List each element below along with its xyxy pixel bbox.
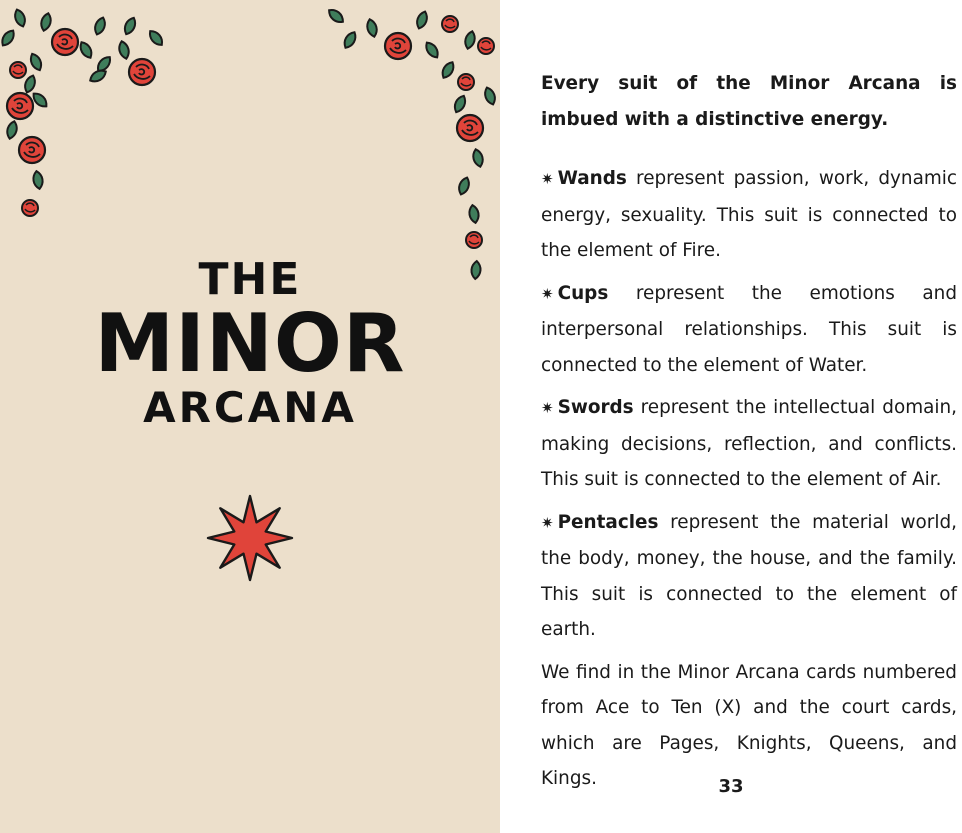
suit-name: Wands xyxy=(557,168,627,189)
suit-name: Pentacles xyxy=(557,511,659,533)
title-line-the: THE xyxy=(198,254,302,305)
suit-paragraph-wands xyxy=(541,161,957,269)
suit-description: represent the emotions and interpersonal relationships. This suit is connected to the element of Water. xyxy=(541,282,957,376)
red-star-icon xyxy=(206,494,294,582)
suit-name: Swords xyxy=(557,397,634,418)
asterisk-bullet-icon: ✷ xyxy=(541,284,554,303)
page-number: 33 xyxy=(718,776,744,797)
asterisk-bullet-icon: ✷ xyxy=(541,399,554,417)
suit-paragraph-swords xyxy=(541,390,957,498)
suit-name: Cups xyxy=(557,282,609,304)
intro-paragraph: Every suit of the Minor Arcana is imbued with a distinctive energy. xyxy=(541,73,957,130)
suit-description: represent passion, work, dynamic energy, sexuality. This suit is connected to the element of Fire. xyxy=(541,168,957,261)
suit-description: represent the material world, the body, money, the house, and the family. This suit is connected to the element of earth. xyxy=(541,511,957,640)
right-page xyxy=(500,0,962,833)
suit-paragraph-cups xyxy=(541,276,957,384)
title-line-minor: MINOR xyxy=(94,297,406,390)
body-text xyxy=(541,66,957,804)
closing-paragraph: We find in the Minor Arcana cards numbered from Ace to Ten (X) and the court cards, which are Pages, Knights, Queens, and Kings. xyxy=(541,661,957,789)
suit-description: represent the intellectual domain, making decisions, reflection, and conflicts. This suit is connected to the element of Air. xyxy=(541,397,957,490)
suit-paragraph-pentacles xyxy=(541,505,957,648)
title-line-arcana: ARCANA xyxy=(143,383,357,432)
asterisk-bullet-icon: ✷ xyxy=(541,513,554,532)
asterisk-bullet-icon: ✷ xyxy=(541,170,554,188)
